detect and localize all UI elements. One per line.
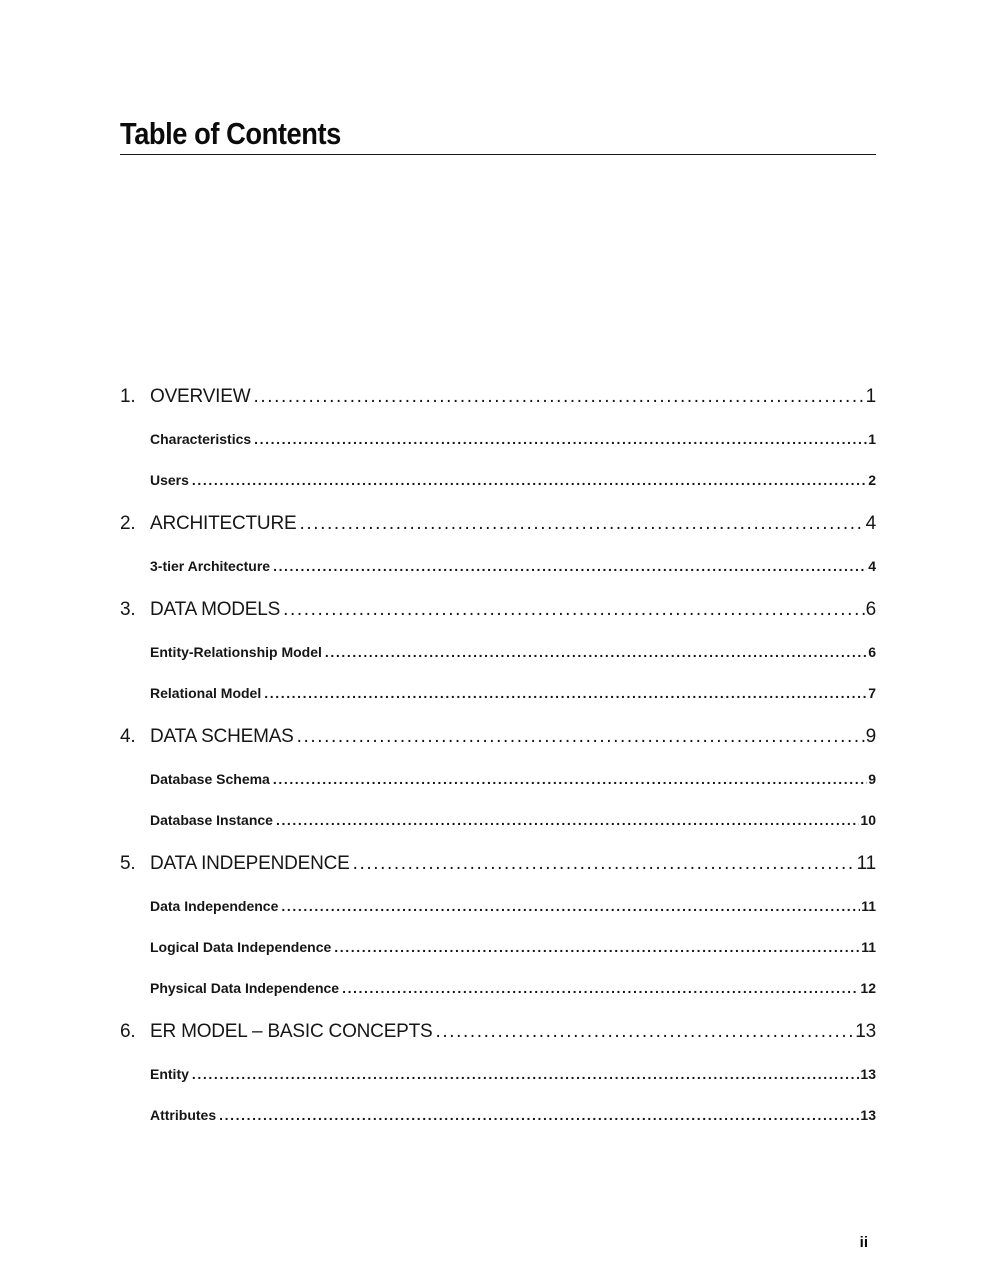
dot-leader xyxy=(253,387,864,406)
dot-leader xyxy=(342,981,859,995)
toc-entry-subentry xyxy=(120,473,876,487)
title-underline-rule xyxy=(120,154,876,155)
toc-entry-number: 3. xyxy=(120,599,136,620)
toc-entry-label: Data Independence xyxy=(150,898,279,914)
toc-entry-page-number: 11 xyxy=(861,898,876,914)
toc-entry-heading xyxy=(120,1022,876,1041)
toc-entry-label: Database Instance xyxy=(150,812,273,828)
toc-entry-number: 4. xyxy=(120,726,136,747)
dot-leader xyxy=(192,1067,860,1081)
toc-entry-page-number: 6 xyxy=(865,599,876,620)
toc-entry-page-number: 11 xyxy=(856,853,876,874)
toc-entry-label: DATA MODELS xyxy=(150,599,281,620)
toc-entry-label: Characteristics xyxy=(150,431,252,447)
dot-leader xyxy=(297,727,865,746)
toc-entry-heading xyxy=(120,854,876,873)
toc-entry-number: 5. xyxy=(120,853,136,874)
toc-entry-page-number: 10 xyxy=(860,812,876,828)
toc-entry-number: 1. xyxy=(120,386,136,407)
toc-entry-label: DATA INDEPENDENCE xyxy=(150,853,350,874)
toc-entry-heading xyxy=(120,727,876,746)
toc-entry-label: OVERVIEW xyxy=(150,386,251,407)
toc-entry-page-number: 12 xyxy=(860,980,876,996)
dot-leader xyxy=(353,854,856,873)
toc-entry-subentry xyxy=(120,1108,876,1122)
toc-entry-page-number: 11 xyxy=(861,939,876,955)
dot-leader xyxy=(264,686,867,700)
toc-entry-page-number: 7 xyxy=(868,685,876,701)
toc-entry-label: Relational Model xyxy=(150,685,262,701)
page-title: Table of Contents xyxy=(120,116,341,151)
dot-leader xyxy=(219,1108,859,1122)
toc-entry-page-number: 13 xyxy=(860,1066,876,1082)
toc-entry-label: Physical Data Independence xyxy=(150,980,340,996)
toc-entry-subentry xyxy=(120,981,876,995)
toc-entry-number: 6. xyxy=(120,1021,136,1042)
toc-entry-page-number: 13 xyxy=(855,1021,876,1042)
dot-leader xyxy=(283,600,865,619)
toc-entry-heading xyxy=(120,514,876,533)
toc-entry-page-number: 9 xyxy=(868,771,876,787)
toc-entry-subentry xyxy=(120,899,876,913)
toc-entry-page-number: 9 xyxy=(865,726,876,747)
toc-entry-number: 2. xyxy=(120,513,136,534)
toc-entry-label: DATA SCHEMAS xyxy=(150,726,294,747)
dot-leader xyxy=(299,514,864,533)
toc-entry-label: Entity-Relationship Model xyxy=(150,644,322,660)
table-of-contents-list xyxy=(120,387,876,1122)
toc-entry-page-number: 13 xyxy=(860,1107,876,1123)
toc-entry-page-number: 6 xyxy=(868,644,876,660)
dot-leader xyxy=(192,473,867,487)
toc-entry-subentry xyxy=(120,645,876,659)
document-page xyxy=(120,0,876,1283)
dot-leader xyxy=(273,559,867,573)
footer-page-number: ii xyxy=(859,1234,868,1251)
toc-entry-label: Logical Data Independence xyxy=(150,939,332,955)
dot-leader xyxy=(436,1022,855,1041)
toc-entry-subentry xyxy=(120,686,876,700)
toc-entry-label: ER MODEL – BASIC CONCEPTS xyxy=(150,1021,433,1042)
toc-entry-page-number: 4 xyxy=(868,558,876,574)
toc-entry-page-number: 1 xyxy=(868,431,876,447)
toc-entry-label: Attributes xyxy=(150,1107,217,1123)
dot-leader xyxy=(276,813,859,827)
toc-entry-subentry xyxy=(120,813,876,827)
dot-leader xyxy=(325,645,867,659)
toc-entry-heading xyxy=(120,387,876,406)
toc-entry-subentry xyxy=(120,559,876,573)
toc-entry-label: Users xyxy=(150,472,189,488)
toc-entry-label: 3-tier Architecture xyxy=(150,558,271,574)
toc-entry-label: Database Schema xyxy=(150,771,270,787)
dot-leader xyxy=(281,899,860,913)
toc-entry-heading xyxy=(120,600,876,619)
toc-entry-label: Entity xyxy=(150,1066,189,1082)
dot-leader xyxy=(334,940,860,954)
toc-entry-subentry xyxy=(120,772,876,786)
toc-entry-page-number: 4 xyxy=(865,513,876,534)
toc-entry-page-number: 1 xyxy=(865,386,876,407)
dot-leader xyxy=(254,432,867,446)
toc-entry-page-number: 2 xyxy=(868,472,876,488)
toc-entry-label: ARCHITECTURE xyxy=(150,513,297,534)
dot-leader xyxy=(273,772,867,786)
toc-entry-subentry xyxy=(120,1067,876,1081)
toc-entry-subentry xyxy=(120,940,876,954)
toc-entry-subentry xyxy=(120,432,876,446)
